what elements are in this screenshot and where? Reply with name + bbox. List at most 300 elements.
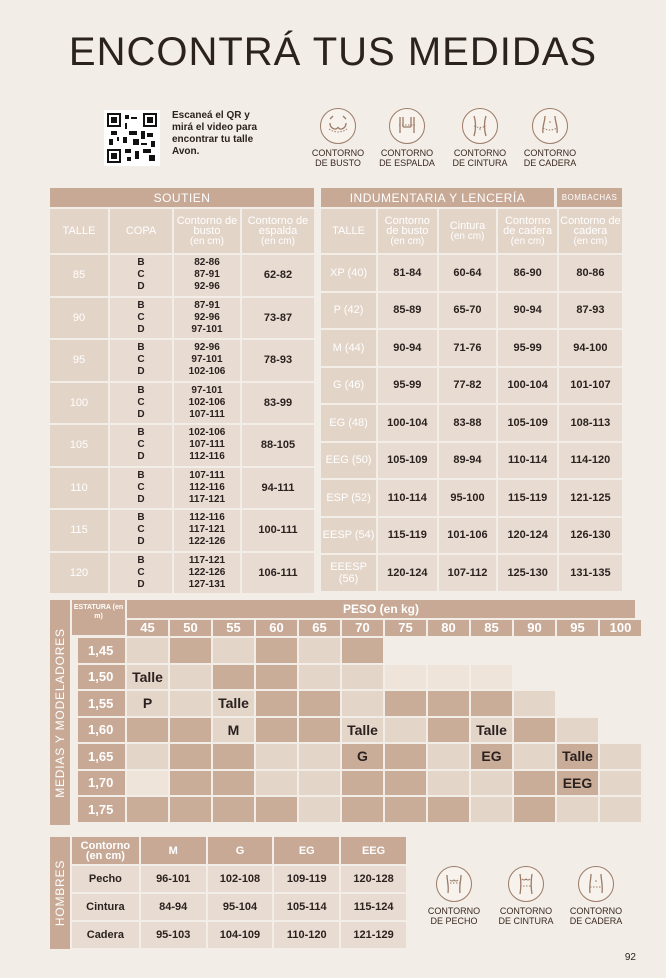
matrix-cell xyxy=(127,718,168,743)
matrix-cell xyxy=(557,665,598,690)
height-label: 1,50 xyxy=(78,665,125,690)
size-label: Talle xyxy=(471,718,512,743)
matrix-cell xyxy=(127,771,168,796)
measure-cadera-hombre: CONTORNO DE CADERA xyxy=(564,866,628,926)
soutien-talle: 85 xyxy=(50,255,108,296)
ind-talle: G (46) xyxy=(321,368,376,404)
table-row xyxy=(50,425,314,466)
ind-bombacha: 108-113 xyxy=(559,405,622,441)
matrix-cell xyxy=(256,797,297,822)
hombres-col-contorno: Contorno (en cm) xyxy=(72,837,139,864)
matrix-cell xyxy=(342,797,383,822)
cup-letter: B xyxy=(137,342,145,354)
table-row xyxy=(50,340,314,381)
estatura-header: ESTATURA (en m) xyxy=(72,600,125,635)
ind-bombacha: 114-120 xyxy=(559,443,622,479)
table-row xyxy=(50,298,314,339)
table-row xyxy=(50,468,314,509)
matrix-cell xyxy=(256,771,297,796)
weight-label: 70 xyxy=(342,620,383,636)
ind-talle: EESP (54) xyxy=(321,518,376,554)
peso-header: PESO (en kg) xyxy=(127,600,635,618)
measure-busto: CONTORNO DE BUSTO xyxy=(309,108,367,168)
ind-talle: XP (40) xyxy=(321,255,376,291)
soutien-cups xyxy=(110,298,172,339)
ind-cadera: 105-109 xyxy=(498,405,556,441)
soutien-header: SOUTIEN xyxy=(50,188,314,207)
busto-value: 107-111 xyxy=(189,408,225,420)
busto-value: 92-96 xyxy=(194,281,220,293)
ind-talle: EEESP (56) xyxy=(321,555,376,591)
table-row xyxy=(321,518,622,554)
waist-icon xyxy=(508,866,544,902)
matrix-cell xyxy=(600,797,641,822)
matrix-cell xyxy=(299,638,340,663)
matrix-cell xyxy=(127,638,168,663)
matrix-cell xyxy=(299,718,340,743)
weight-label: 45 xyxy=(127,620,168,636)
hombres-value: 105-114 xyxy=(274,894,339,920)
matrix-cell xyxy=(514,797,555,822)
matrix-cell xyxy=(428,665,469,690)
cup-letter: B xyxy=(137,554,145,566)
ind-busto: 120-124 xyxy=(378,555,436,591)
matrix-cell xyxy=(557,797,598,822)
matrix-cell xyxy=(428,691,469,716)
qr-instructions: Escaneá el QR y mirá el video para encontrar tu talle Avon. xyxy=(172,110,258,157)
matrix-cell xyxy=(342,771,383,796)
ind-bombacha: 94-100 xyxy=(559,330,622,366)
table-row xyxy=(50,510,314,551)
ind-talle: M (44) xyxy=(321,330,376,366)
ind-cadera: 115-119 xyxy=(498,480,556,516)
size-label: G xyxy=(342,744,383,769)
matrix-cell xyxy=(557,638,598,663)
matrix-cell xyxy=(213,638,254,663)
ind-cadera: 86-90 xyxy=(498,255,556,291)
soutien-talle: 90 xyxy=(50,298,108,339)
cup-letter: D xyxy=(137,323,145,335)
soutien-talle: 100 xyxy=(50,383,108,424)
ind-busto: 85-89 xyxy=(378,293,436,329)
cup-letter: D xyxy=(137,493,145,505)
soutien-espalda: 88-105 xyxy=(242,425,314,466)
hombres-side-label: HOMBRES xyxy=(50,837,70,949)
hombres-value: 109-119 xyxy=(274,866,339,892)
weight-label: 100 xyxy=(600,620,641,636)
cup-letter: B xyxy=(137,384,145,396)
matrix-cell xyxy=(514,665,555,690)
matrix-cell xyxy=(299,744,340,769)
ind-busto: 81-84 xyxy=(378,255,436,291)
size-label: Talle xyxy=(557,744,598,769)
weight-label: 65 xyxy=(299,620,340,636)
matrix-cell xyxy=(428,797,469,822)
measure-cadera: CONTORNO DE CADERA xyxy=(518,108,582,168)
matrix-cell xyxy=(342,691,383,716)
table-row xyxy=(50,553,314,594)
cup-letter: C xyxy=(137,566,145,578)
matrix-cell xyxy=(213,771,254,796)
height-label: 1,75 xyxy=(78,797,125,822)
cup-letter: D xyxy=(137,408,145,420)
soutien-cups xyxy=(110,255,172,296)
busto-value: 97-101 xyxy=(191,354,223,366)
ind-busto: 90-94 xyxy=(378,330,436,366)
busto-value: 102-106 xyxy=(188,427,226,439)
matrix-cell xyxy=(299,691,340,716)
busto-value: 112-116 xyxy=(189,512,225,524)
busto-value: 102-106 xyxy=(188,396,226,408)
matrix-cell xyxy=(385,691,426,716)
matrix-cell xyxy=(471,638,512,663)
table-row xyxy=(321,443,622,479)
cup-letter: C xyxy=(137,354,145,366)
ind-cintura: 101-106 xyxy=(439,518,497,554)
matrix-cell xyxy=(127,744,168,769)
col-copa: COPA xyxy=(110,209,172,253)
cup-letter: C xyxy=(137,481,145,493)
soutien-table xyxy=(48,207,316,595)
size-label: P xyxy=(127,691,168,716)
cup-letter: D xyxy=(137,281,145,293)
hombres-value: 120-128 xyxy=(341,866,406,892)
ind-busto: 105-109 xyxy=(378,443,436,479)
ind-talle: EG (48) xyxy=(321,405,376,441)
ind-cadera: 90-94 xyxy=(498,293,556,329)
height-label: 1,55 xyxy=(78,691,125,716)
table-row xyxy=(50,383,314,424)
hombres-value: 95-103 xyxy=(141,922,206,948)
cup-letter: C xyxy=(137,311,145,323)
matrix-cell xyxy=(385,797,426,822)
ind-cintura: 71-76 xyxy=(439,330,497,366)
matrix-cell xyxy=(557,691,598,716)
soutien-talle: 105 xyxy=(50,425,108,466)
hombres-col-eeg: EEG xyxy=(341,837,406,864)
matrix-cell xyxy=(385,771,426,796)
height-label: 1,70 xyxy=(78,771,125,796)
size-label: EEG xyxy=(557,771,598,796)
soutien-busto xyxy=(174,468,240,509)
matrix-cell xyxy=(471,691,512,716)
busto-value: 107-111 xyxy=(189,469,225,481)
ind-cintura: 77-82 xyxy=(439,368,497,404)
ind-bombacha: 80-86 xyxy=(559,255,622,291)
matrix-cell xyxy=(256,665,297,690)
matrix-cell xyxy=(170,691,211,716)
matrix-cell xyxy=(256,718,297,743)
matrix-cell xyxy=(514,691,555,716)
busto-value: 87-91 xyxy=(194,269,220,281)
cup-letter: B xyxy=(137,257,145,269)
matrix-cell xyxy=(471,771,512,796)
ind-bombacha: 121-125 xyxy=(559,480,622,516)
soutien-espalda: 106-111 xyxy=(242,553,314,594)
matrix-cell xyxy=(514,744,555,769)
heights-column xyxy=(78,638,125,822)
matrix-cell xyxy=(600,665,641,690)
soutien-espalda: 94-111 xyxy=(242,468,314,509)
soutien-espalda: 100-111 xyxy=(242,510,314,551)
soutien-cups xyxy=(110,340,172,381)
hombres-col-m: M xyxy=(141,837,206,864)
matrix-cell xyxy=(428,771,469,796)
soutien-busto xyxy=(174,255,240,296)
matrix-cell xyxy=(213,665,254,690)
busto-value: 117-121 xyxy=(188,524,226,536)
size-matrix xyxy=(127,638,641,822)
table-row xyxy=(321,293,622,329)
table-row xyxy=(321,255,622,291)
soutien-busto xyxy=(174,298,240,339)
matrix-cell xyxy=(600,691,641,716)
soutien-talle: 95 xyxy=(50,340,108,381)
matrix-cell xyxy=(342,665,383,690)
busto-value: 122-126 xyxy=(188,566,226,578)
matrix-cell xyxy=(213,797,254,822)
medias-side-label: MEDIAS Y MODELADORES xyxy=(50,600,70,825)
soutien-talle: 115 xyxy=(50,510,108,551)
table-row xyxy=(321,405,622,441)
ind-cadera: 120-124 xyxy=(498,518,556,554)
matrix-cell xyxy=(600,638,641,663)
table-row xyxy=(72,866,406,892)
busto-value: 112-116 xyxy=(189,481,225,493)
busto-value: 122-126 xyxy=(188,536,226,548)
ind-talle: EEG (50) xyxy=(321,443,376,479)
soutien-cups xyxy=(110,510,172,551)
weight-label: 75 xyxy=(385,620,426,636)
ind-bombacha: 131-135 xyxy=(559,555,622,591)
soutien-espalda: 83-99 xyxy=(242,383,314,424)
cup-letter: C xyxy=(137,396,145,408)
cup-letter: D xyxy=(137,578,145,590)
soutien-talle: 110 xyxy=(50,468,108,509)
cup-letter: D xyxy=(137,451,145,463)
ind-bombacha: 126-130 xyxy=(559,518,622,554)
busto-value: 82-86 xyxy=(194,257,220,269)
matrix-cell xyxy=(170,797,211,822)
cup-letter: D xyxy=(137,366,145,378)
cup-letter: B xyxy=(137,469,145,481)
waist-icon xyxy=(462,108,498,144)
ind-cintura: 95-100 xyxy=(439,480,497,516)
matrix-cell xyxy=(170,638,211,663)
matrix-cell xyxy=(600,718,641,743)
ind-cadera: 110-114 xyxy=(498,443,556,479)
bust-icon xyxy=(320,108,356,144)
matrix-cell xyxy=(170,665,211,690)
ind-cintura: 89-94 xyxy=(439,443,497,479)
matrix-cell xyxy=(299,665,340,690)
table-row xyxy=(72,894,406,920)
soutien-busto xyxy=(174,553,240,594)
hombres-value: 102-108 xyxy=(208,866,273,892)
matrix-cell xyxy=(600,771,641,796)
matrix-cell xyxy=(170,771,211,796)
weight-label: 90 xyxy=(514,620,555,636)
height-label: 1,60 xyxy=(78,718,125,743)
ind-bombacha: 87-93 xyxy=(559,293,622,329)
hombres-table xyxy=(70,835,408,950)
ind-col-cadera: Contorno de cadera (en cm) xyxy=(498,209,556,253)
hombres-row-label: Cintura xyxy=(72,894,139,920)
hombres-row-label: Pecho xyxy=(72,866,139,892)
matrix-cell xyxy=(600,744,641,769)
weights-row xyxy=(127,620,641,636)
ind-col-busto: Contorno de busto (en cm) xyxy=(378,209,436,253)
measure-cintura-hombre: CONTORNO DE CINTURA xyxy=(494,866,558,926)
ind-col-cintura: Cintura (en cm) xyxy=(439,209,497,253)
ind-busto: 100-104 xyxy=(378,405,436,441)
qr-icon xyxy=(107,113,157,163)
height-label: 1,45 xyxy=(78,638,125,663)
soutien-busto xyxy=(174,425,240,466)
qr-code[interactable] xyxy=(104,110,160,166)
ind-busto: 110-114 xyxy=(378,480,436,516)
hombres-col-g: G xyxy=(208,837,273,864)
size-label: EG xyxy=(471,744,512,769)
matrix-cell xyxy=(299,771,340,796)
ind-cadera: 125-130 xyxy=(498,555,556,591)
cup-letter: C xyxy=(137,269,145,281)
matrix-cell xyxy=(428,718,469,743)
soutien-talle: 120 xyxy=(50,553,108,594)
bombachas-header: BOMBACHAS xyxy=(557,188,622,207)
weight-label: 60 xyxy=(256,620,297,636)
matrix-cell xyxy=(514,718,555,743)
ind-bombacha: 101-107 xyxy=(559,368,622,404)
busto-value: 92-96 xyxy=(194,311,220,323)
soutien-espalda: 78-93 xyxy=(242,340,314,381)
soutien-espalda: 73-87 xyxy=(242,298,314,339)
ind-col-talle: TALLE xyxy=(321,209,376,253)
weight-label: 85 xyxy=(471,620,512,636)
ind-cintura: 83-88 xyxy=(439,405,497,441)
matrix-cell xyxy=(127,797,168,822)
matrix-cell xyxy=(428,744,469,769)
matrix-cell xyxy=(557,718,598,743)
table-row xyxy=(321,330,622,366)
cup-letter: C xyxy=(137,439,145,451)
page-title: ENCONTRÁ TUS MEDIDAS xyxy=(68,30,598,74)
col-busto: Contorno de busto (en cm) xyxy=(174,209,240,253)
ind-busto: 95-99 xyxy=(378,368,436,404)
matrix-cell xyxy=(170,718,211,743)
hip-icon xyxy=(532,108,568,144)
soutien-espalda: 62-82 xyxy=(242,255,314,296)
soutien-cups xyxy=(110,468,172,509)
matrix-cell xyxy=(299,797,340,822)
hombres-value: 95-104 xyxy=(208,894,273,920)
soutien-cups xyxy=(110,425,172,466)
soutien-cups xyxy=(110,383,172,424)
table-row xyxy=(321,480,622,516)
soutien-busto xyxy=(174,510,240,551)
matrix-cell xyxy=(256,744,297,769)
matrix-cell xyxy=(385,638,426,663)
ind-cadera: 95-99 xyxy=(498,330,556,366)
hombres-value: 110-120 xyxy=(274,922,339,948)
cup-letter: C xyxy=(137,524,145,536)
soutien-busto xyxy=(174,340,240,381)
matrix-cell xyxy=(385,665,426,690)
chest-icon xyxy=(436,866,472,902)
ind-cintura: 107-112 xyxy=(439,555,497,591)
ind-talle: P (42) xyxy=(321,293,376,329)
cup-letter: B xyxy=(137,512,145,524)
height-label: 1,65 xyxy=(78,744,125,769)
cup-letter: B xyxy=(137,299,145,311)
ind-cadera: 100-104 xyxy=(498,368,556,404)
hombres-row-label: Cadera xyxy=(72,922,139,948)
hombres-value: 115-124 xyxy=(341,894,406,920)
busto-value: 127-131 xyxy=(188,578,226,590)
table-row xyxy=(50,255,314,296)
hombres-value: 96-101 xyxy=(141,866,206,892)
size-label: Talle xyxy=(342,718,383,743)
indumentaria-table xyxy=(319,207,624,593)
matrix-cell xyxy=(471,665,512,690)
hombres-value: 121-129 xyxy=(341,922,406,948)
matrix-cell xyxy=(385,718,426,743)
table-row xyxy=(321,555,622,591)
col-espalda: Contorno de espalda (en cm) xyxy=(242,209,314,253)
matrix-cell xyxy=(385,744,426,769)
matrix-cell xyxy=(213,744,254,769)
col-talle: TALLE xyxy=(50,209,108,253)
busto-value: 97-101 xyxy=(191,384,223,396)
weight-label: 95 xyxy=(557,620,598,636)
busto-value: 107-111 xyxy=(189,439,225,451)
back-icon xyxy=(389,108,425,144)
busto-value: 117-121 xyxy=(188,554,226,566)
hombres-value: 84-94 xyxy=(141,894,206,920)
ind-busto: 115-119 xyxy=(378,518,436,554)
busto-value: 92-96 xyxy=(194,342,220,354)
busto-value: 112-116 xyxy=(189,451,225,463)
size-label: M xyxy=(213,718,254,743)
matrix-cell xyxy=(342,638,383,663)
busto-value: 117-121 xyxy=(188,493,226,505)
busto-value: 87-91 xyxy=(194,299,220,311)
measure-pecho: CONTORNO DE PECHO xyxy=(424,866,484,926)
hombres-col-eg: EG xyxy=(274,837,339,864)
matrix-cell xyxy=(471,797,512,822)
matrix-cell xyxy=(256,638,297,663)
size-label: Talle xyxy=(213,691,254,716)
size-label: Talle xyxy=(127,665,168,690)
cup-letter: B xyxy=(137,427,145,439)
weight-label: 80 xyxy=(428,620,469,636)
ind-cintura: 60-64 xyxy=(439,255,497,291)
matrix-cell xyxy=(514,771,555,796)
table-row xyxy=(321,368,622,404)
matrix-cell xyxy=(256,691,297,716)
soutien-busto xyxy=(174,383,240,424)
ind-talle: ESP (52) xyxy=(321,480,376,516)
busto-value: 102-106 xyxy=(188,366,226,378)
page-number: 92 xyxy=(624,952,636,963)
busto-value: 97-101 xyxy=(191,323,223,335)
measure-cintura: CONTORNO DE CINTURA xyxy=(448,108,512,168)
soutien-cups xyxy=(110,553,172,594)
indumentaria-header: INDUMENTARIA Y LENCERÍA xyxy=(321,188,554,207)
matrix-cell xyxy=(170,744,211,769)
measure-espalda: CONTORNO DE ESPALDA xyxy=(374,108,440,168)
matrix-cell xyxy=(514,638,555,663)
